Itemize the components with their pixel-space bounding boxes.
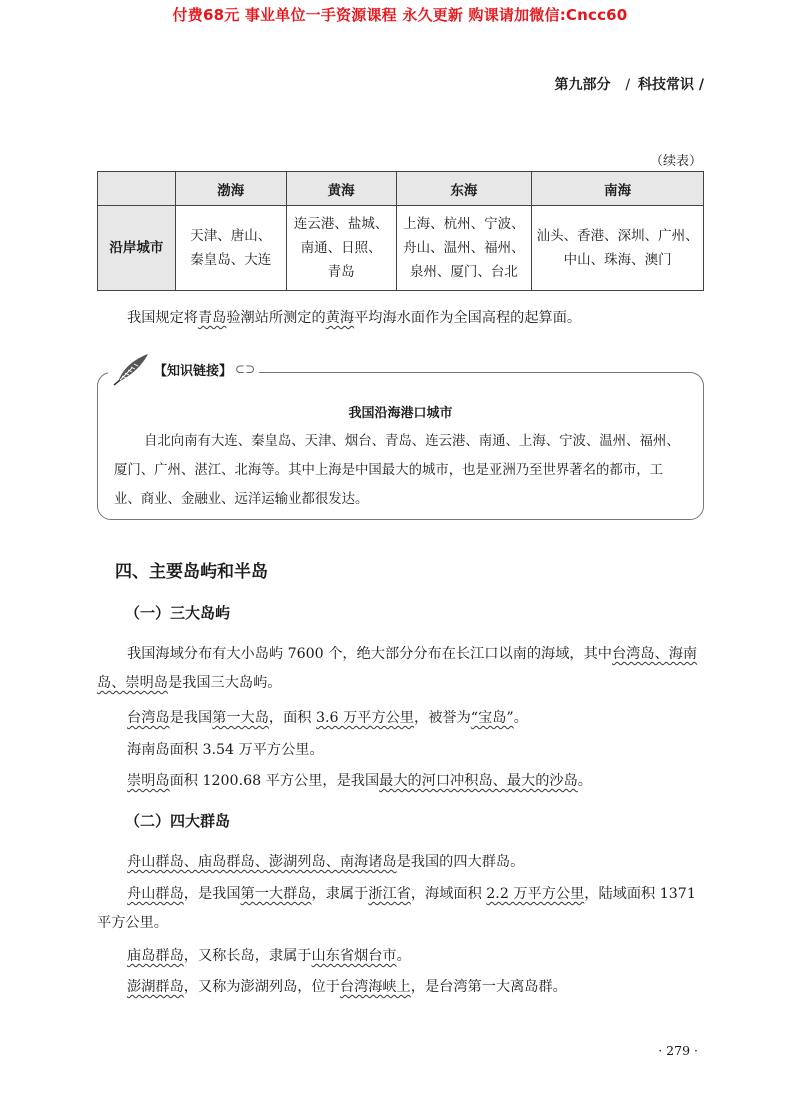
subsection-heading: （二）四大群岛 (125, 812, 231, 830)
emphasis-text: “宝岛” (470, 710, 514, 726)
islands-paragraph (97, 640, 704, 698)
header-topic: 科技常识 (638, 77, 694, 93)
text-run: ，海域面积 (410, 886, 487, 902)
elevation-note (97, 307, 704, 329)
penghu-paragraph (97, 973, 704, 1002)
emphasis-text: 澎湖群岛 (127, 979, 184, 995)
hainan-paragraph: 海南岛面积 3.54 万平方公里。 (127, 742, 324, 758)
cell-line: 青岛 (327, 264, 355, 280)
cell-line: 中山、珠海、澳门 (563, 252, 672, 268)
header-separator: / (698, 77, 704, 93)
emphasis-text: 3.6 万平方公里 (316, 710, 415, 726)
text-run: 我国规定将 (127, 310, 198, 326)
emphasis-text: 台湾海峡上 (339, 979, 411, 995)
text-run: ，面积 (268, 710, 316, 726)
text-run: 是我国的四大群岛。 (396, 854, 525, 870)
emphasis-text: 2.2 万平方公里 (486, 886, 585, 902)
table-cell (532, 206, 704, 291)
knowledge-body: 自北向南有大连、秦皇岛、天津、烟台、青岛、连云港、南通、上海、宁波、温州、福州、厦门、广州、湛江、北海等。其中上海是中国最大的城市，也是亚洲乃至世界著名的都市，工业、商业、金融业、远洋运输业都很发达。 (114, 434, 680, 507)
emphasis-text: 台湾岛 (127, 710, 170, 726)
cell-line: 泉州、厦门、台北 (409, 264, 518, 280)
text-run: 是我国三大岛屿。 (167, 675, 282, 691)
emphasis-text: 舟山群岛、庙岛群岛、澎湖列岛、南海诸岛 (127, 854, 397, 870)
table-header-cell: 南海 (532, 172, 704, 206)
miaodao-paragraph (97, 942, 704, 971)
table-row-label: 沿岸城市 (98, 206, 176, 291)
archipelagos-paragraph (97, 848, 704, 877)
cell-line: 汕头、香港、深圳、广州、 (536, 228, 699, 244)
cell-line: 秦皇岛、大连 (190, 252, 272, 268)
cell-line: 天津、唐山、 (190, 228, 272, 244)
emphasis-text: 青岛 (197, 310, 227, 326)
chongming-paragraph (97, 767, 704, 796)
emphasis-text: 第一大群岛 (240, 886, 312, 902)
subsection-heading: （一）三大岛屿 (125, 604, 231, 622)
section-heading: 四、主要岛屿和半岛 (115, 562, 268, 582)
table-row (98, 206, 704, 291)
taiwan-paragraph (97, 704, 704, 733)
text-run: 面积 1200.68 平方公里，是我国 (169, 773, 380, 789)
emphasis-text: 崇明岛 (127, 773, 170, 789)
text-run: 。 (577, 773, 592, 789)
knowledge-link-label: 【知识链接】 (154, 363, 233, 379)
text-run: ，又称长岛，隶属于 (183, 948, 312, 964)
knowledge-link-title (108, 352, 259, 386)
text-run: 。 (396, 948, 411, 964)
table-cell (286, 206, 396, 291)
running-header (555, 74, 704, 94)
text-run: ，陆域面积 1371 平方公里。 (97, 886, 696, 931)
zhoushan-paragraph (97, 880, 704, 938)
table-cell (396, 206, 532, 291)
page-number: · 279 · (658, 1043, 698, 1058)
cell-line: 连云港、盐城、 (293, 216, 389, 232)
text-run: ，又称为澎湖列岛，位于 (183, 979, 340, 995)
table-cell (175, 206, 286, 291)
emphasis-text: 浙江省 (368, 886, 411, 902)
text-run: ，是台湾第一大离岛群。 (410, 979, 567, 995)
header-separator: / (625, 77, 631, 93)
text-run: 。 (513, 710, 528, 726)
text-run: ，隶属于 (311, 886, 369, 902)
emphasis-text: 第一大岛 (212, 710, 269, 726)
text-run: ，是我国 (183, 886, 241, 902)
quill-pen-icon (112, 352, 152, 386)
emphasis-text: 台湾岛、海南岛、崇明岛 (97, 646, 698, 691)
cell-line: 南通、日照、 (300, 240, 382, 256)
emphasis-text: 舟山群岛 (127, 886, 184, 902)
emphasis-text: 黄海 (325, 310, 355, 326)
chain-icon: ⊂⊃ (235, 362, 256, 376)
text-run: 我国海域分布有大小岛屿 7600 个，绝大部分分布在长江口以南的海域，其中 (127, 646, 612, 662)
table-header-cell: 东海 (396, 172, 532, 206)
coastal-cities-table (97, 171, 704, 291)
header-part: 第九部分 (554, 77, 611, 93)
emphasis-text: 最大的河口冲积岛、最大的沙岛 (379, 773, 578, 789)
table-header-row (98, 172, 704, 206)
table-continued-label: （续表） (649, 154, 702, 169)
text-run: 平均海水面作为全国高程的起算面。 (354, 310, 582, 326)
table-header-cell: 黄海 (286, 172, 396, 206)
cell-line: 上海、杭州、宁波、 (403, 216, 525, 232)
emphasis-text: 山东省烟台市 (311, 948, 397, 964)
promo-banner: 付费68元 事业单位一手资源课程 永久更新 购课请加微信:Cncc60 (172, 6, 628, 24)
text-run: 验潮站所测定的 (226, 310, 326, 326)
table-header-cell: 渤海 (175, 172, 286, 206)
text-run: 是我国 (169, 710, 213, 726)
cell-line: 舟山、温州、福州、 (403, 240, 525, 256)
emphasis-text: 庙岛群岛 (127, 948, 184, 964)
knowledge-heading: 我国沿海港口城市 (348, 406, 453, 421)
table-header-cell (98, 172, 176, 206)
text-run: ，被誉为 (414, 710, 471, 726)
